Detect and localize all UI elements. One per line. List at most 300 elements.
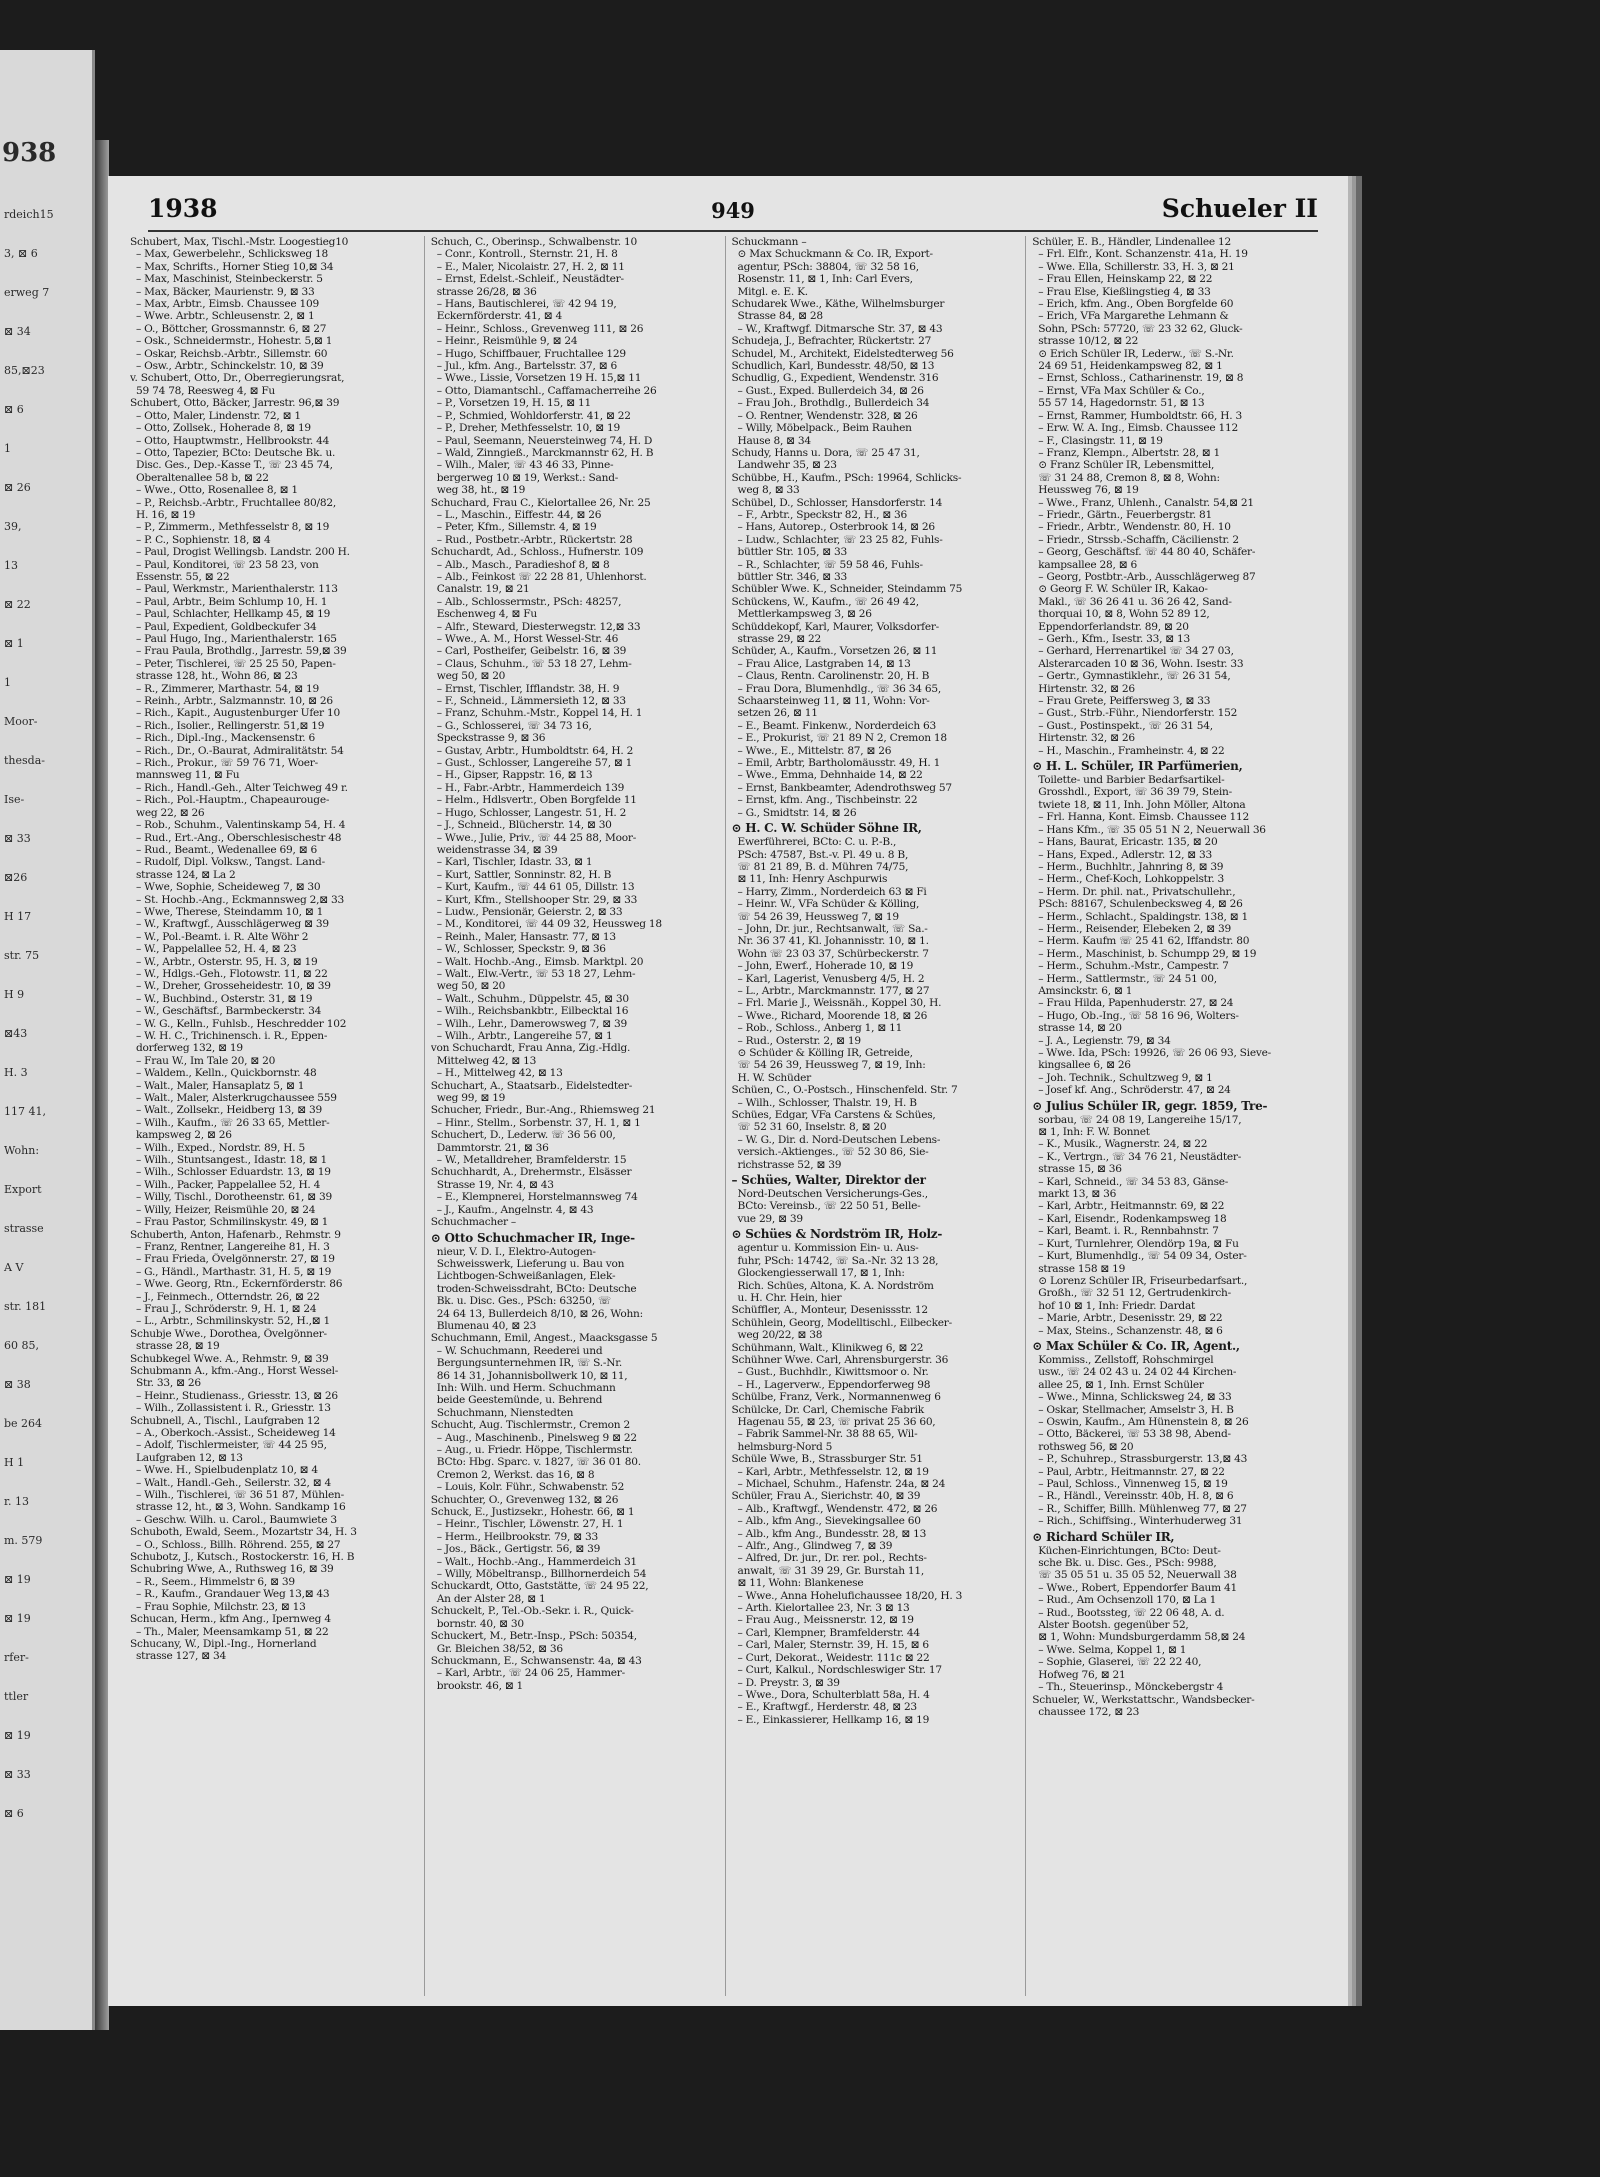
directory-entry: – Willy, Heizer, Reismühle 20, ⊠ 24 [136, 1203, 316, 1216]
directory-entry: ⊙ Erich Schüler IR, Lederw., ☏ S.-Nr. [1038, 347, 1234, 360]
directory-entry: ⊙ Max Schuckmann & Co. IR, Export- [737, 248, 933, 261]
directory-entry: – Ernst, Rammer, Humboldtstr. 66, H. 3 [1038, 409, 1242, 422]
directory-entry: – Rich., Handl.-Geh., Alter Teichweg 49 r. [136, 781, 348, 794]
directory-entry: – W. G., Dir. d. Nord-Deutschen Lebens- [737, 1133, 941, 1146]
directory-entry: – Wilh., Arbtr., Langereihe 57, ⊠ 1 [436, 1030, 613, 1042]
directory-entry: BCto: Hbg. Sparc. v. 1827, ☏ 36 01 80. [436, 1456, 641, 1469]
directory-entry: – Herm., Maschinist, b. Schumpp 29, ⊠ 19 [1038, 947, 1257, 960]
directory-entry: versich.-Aktienges., ☏ 52 30 86, Sie- [737, 1146, 929, 1159]
directory-entry: – Jos., Bäck., Gertigstr. 56, ⊠ 39 [436, 1543, 601, 1556]
directory-entry: – Harry, Zimm., Norderdeich 63 ⊠ Fi [737, 885, 927, 898]
directory-entry: – Schües, Walter, Direktor der [731, 1173, 926, 1188]
directory-entry: – Rich., Pol.-Hauptm., Chapeaurouge- [136, 794, 330, 807]
directory-entry: – Alb., kfm Ang., Sievekingsallee 60 [737, 1515, 921, 1528]
directory-entry: Str. 33, ⊠ 26 [136, 1377, 201, 1390]
directory-entry: strasse 127, ⊠ 34 [136, 1650, 227, 1663]
directory-entry: allee 25, ⊠ 1, Inh. Ernst Schüler [1038, 1378, 1204, 1391]
directory-entry: Schüen, C., O.-Postsch., Hinschenfeld. Str. 7 [731, 1084, 958, 1097]
directory-entry: dorferweg 132, ⊠ 19 [136, 1042, 243, 1055]
directory-entry: – Frau Sophie, Milchstr. 23, ⊠ 13 [136, 1600, 306, 1613]
directory-entry: Laufgraben 12, ⊠ 13 [136, 1451, 243, 1464]
directory-entry: – R., Händl., Vereinsstr. 40b, H. 8, ⊠ 6 [1038, 1490, 1234, 1503]
directory-entry: weg 99, ⊠ 19 [436, 1092, 506, 1105]
directory-entry: – Ernst, Tischler, Ifflandstr. 38, H. 9 [436, 682, 620, 695]
directory-entry: Schüddekopf, Karl, Maurer, Volksdorfer- [731, 620, 940, 633]
directory-entry: – Carl, Postheifer, Geibelstr. 16, ⊠ 39 [436, 645, 627, 658]
directory-entry: – A., Oberkoch.-Assist., Scheideweg 14 [136, 1427, 336, 1439]
directory-entry: Schühner Wwe. Carl, Ahrensburgerstr. 36 [731, 1353, 949, 1366]
directory-entry: Inh: Wilh. und Herm. Schuchmann [436, 1381, 616, 1394]
directory-entry: – W. G., Kelln., Fuhlsb., Heschredder 102 [136, 1017, 347, 1030]
directory-entry: strasse 12, ht., ⊠ 3, Wohn. Sandkamp 16 [136, 1501, 346, 1514]
directory-entry: – Alb., Kraftwgf., Wendenstr. 472, ⊠ 26 [737, 1502, 938, 1515]
directory-entry: PSch: 47587, Bst.-v. Pl. 49 u. 8 B, [737, 848, 909, 861]
directory-entry: – Th., Steuerinsp., Mönckebergstr 4 [1038, 1681, 1224, 1694]
directory-entry: – Rich., Isolier., Rellingerstr. 51,⊠ 19 [136, 719, 325, 732]
directory-entry: weg 20/22, ⊠ 38 [737, 1329, 823, 1342]
directory-entry: Heussweg 76, ⊠ 19 [1038, 484, 1139, 497]
directory-entry: – Wwe. Selma, Koppel 1, ⊠ 1 [1038, 1643, 1187, 1656]
directory-entry: – Gerhard, Herrenartikel ☏ 34 27 03, [1038, 645, 1234, 658]
directory-entry: – Rich., Schiffsing., Winterhuderweg 31 [1038, 1515, 1243, 1528]
directory-entry: – Karl, Lagerist, Venusberg 4/5, H. 2 [737, 972, 925, 985]
directory-entry: Schuboth, Ewald, Seem., Mozartstr 34, H. 3 [130, 1526, 357, 1539]
directory-entry: – Rud., Osterstr. 2, ⊠ 19 [737, 1034, 861, 1047]
directory-entry: – Hans Kfm., ☏ 35 05 51 N 2, Neuerwall 36 [1038, 823, 1266, 836]
directory-entry: – Peter, Kfm., Sillemstr. 4, ⊠ 19 [436, 521, 597, 534]
directory-entry: – Wilh., Maler, ☏ 43 46 33, Pinne- [436, 459, 614, 472]
directory-entry: – Max, Steins., Schanzenstr. 48, ⊠ 6 [1038, 1324, 1223, 1337]
directory-entry: – Gust., Buchhdlr., Kiwittsmoor o. Nr. [737, 1366, 929, 1379]
directory-entry: ⊠ 11, Inh: Henry Aschpurwis [737, 873, 888, 886]
directory-entry: – Kurt, Turnlehrer, Olendörp 19a, ⊠ Fu [1038, 1237, 1239, 1250]
directory-entry: – E., Kraftwgf., Herderstr. 48, ⊠ 23 [737, 1701, 917, 1714]
previous-page-fragment: A V [4, 1261, 24, 1274]
directory-entry: – Wwe., Franz, Uhlenh., Canalstr. 54,⊠ 21 [1038, 496, 1254, 509]
previous-page-fragment: ⊠ 26 [4, 481, 31, 494]
directory-entry: brookstr. 46, ⊠ 1 [436, 1679, 524, 1692]
directory-entry: – Frau Aug., Meissnerstr. 12, ⊠ 19 [737, 1614, 914, 1627]
directory-entry: ⊠ 1, Inh: F. W. Bonnet [1038, 1126, 1150, 1139]
directory-entry: – R., Kaufm., Grandauer Weg 13,⊠ 43 [136, 1588, 330, 1601]
directory-entry: agentur, PSch: 38804, ☏ 32 58 16, [737, 260, 919, 273]
directory-entry: – W., Schlosser, Speckstr. 9, ⊠ 36 [436, 943, 606, 956]
previous-page-edge [0, 50, 95, 2030]
directory-entry: – Hans, Baurat, Ericastr. 135, ⊠ 20 [1038, 836, 1218, 849]
previous-page-fragment: str. 75 [4, 949, 40, 962]
directory-entry: – Helm., Hdlsvertr., Oben Borgfelde 11 [436, 794, 637, 807]
directory-entry: Nr. 36 37 41, Kl. Johannisstr. 10, ⊠ 1. [737, 935, 929, 948]
directory-entry: Essenstr. 55, ⊠ 22 [136, 570, 230, 583]
directory-entry: – L., Maschin., Eiffestr. 44, ⊠ 26 [436, 508, 602, 521]
directory-entry: – Max, Arbtr., Eimsb. Chaussee 109 [136, 298, 319, 311]
directory-entry: – Frau Else, Kießlingstieg 4, ⊠ 33 [1038, 285, 1211, 298]
directory-entry: – R., Schlachter, ☏ 59 58 46, Fuhls- [737, 558, 923, 571]
directory-entry: – Frl. Elfr., Kont. Schanzenstr. 41a, H. 19 [1038, 248, 1248, 261]
directory-entry: – H., Lagerverw., Eppendorferweg 98 [737, 1378, 931, 1391]
directory-entry: – Wwe., Minna, Schlicksweg 24, ⊠ 33 [1038, 1391, 1232, 1404]
directory-entry: weg 50, ⊠ 20 [436, 670, 506, 683]
directory-entry: – P., Zimmerm., Methfesselstr 8, ⊠ 19 [136, 521, 330, 534]
directory-entry: 24 69 51, Heidenkampsweg 82, ⊠ 1 [1038, 360, 1223, 373]
directory-entry: – Paul, Schloss., Vinnenweg 15, ⊠ 19 [1038, 1478, 1228, 1490]
directory-entry: – Frau W., Im Tale 20, ⊠ 20 [136, 1054, 276, 1067]
directory-entry: – Walt., Maler, Alsterkrugchaussee 559 [136, 1092, 337, 1105]
directory-entry: Schuchmann, Emil, Angest., Maacksgasse 5 [430, 1332, 658, 1345]
directory-entry: – Karl, Schneid., ☏ 34 53 83, Gänse- [1038, 1175, 1229, 1188]
directory-entry: – Georg, Postbtr.-Arb., Ausschlägerweg 87 [1038, 570, 1256, 583]
directory-entry: – Hans, Autorep., Osterbrook 14, ⊠ 26 [737, 521, 935, 534]
directory-entry: – Peter, Tischlerei, ☏ 25 25 50, Papen- [136, 657, 336, 670]
directory-entry: – M., Konditorei, ☏ 44 09 32, Heussweg 18 [436, 918, 662, 931]
directory-entry: thorquai 10, ⊠ 8, Wohn 52 89 12, [1038, 608, 1210, 621]
previous-page-fragment: ⊠ 34 [4, 325, 31, 338]
directory-entry: – W., Metalldreher, Bramfelderstr. 15 [436, 1154, 627, 1167]
directory-entry: – Josef kf. Ang., Schröderstr. 47, ⊠ 24 [1038, 1084, 1231, 1097]
directory-entry: Schuchert, D., Lederw. ☏ 36 56 00, [430, 1129, 616, 1142]
previous-page-fragment: H 17 [4, 910, 32, 923]
directory-entry: ⊙ Max Schüler & Co. IR, Agent., [1032, 1338, 1240, 1353]
directory-entry: anwalt, ☏ 31 39 29, Gr. Burstah 11, [737, 1564, 924, 1577]
directory-entry: – Otto, Tapezier, BCto: Deutsche Bk. u. [136, 446, 336, 459]
directory-entry: – Geschw. Wilh. u. Carol., Baumwiete 3 [136, 1513, 337, 1526]
directory-entry: Strasse 84, ⊠ 28 [737, 310, 823, 323]
directory-entry: Toilette- und Barbier Bedarfsartikel- [1038, 774, 1225, 787]
directory-entry: – W., Pappelallee 52, H. 4, ⊠ 23 [136, 943, 297, 956]
directory-entry: – Wwe., Richard, Moorende 18, ⊠ 26 [737, 1009, 928, 1022]
directory-entry: Schübbe, H., Kaufm., PSch: 19964, Schlicks- [731, 471, 962, 484]
directory-entry: Schuchardt, Ad., Schloss., Hufnerstr. 109 [430, 546, 644, 559]
directory-entry: – W., Arbtr., Osterstr. 95, H. 3, ⊠ 19 [136, 955, 318, 968]
directory-entry: – Arth. Kielortallee 23, Nr. 3 ⊠ 13 [737, 1602, 910, 1615]
directory-entry: – Max, Schrifts., Horner Stieg 10,⊠ 34 [136, 260, 334, 273]
directory-entry: Strasse 19, Nr. 4, ⊠ 43 [436, 1178, 554, 1191]
directory-entry: ⊠ 11, Wohn: Blankenese [737, 1577, 864, 1590]
directory-entry: – Kurt, Kaufm., ☏ 44 61 05, Dillstr. 13 [436, 881, 635, 894]
directory-entry: chaussee 172, ⊠ 23 [1038, 1705, 1140, 1718]
directory-entry: – R., Schiffer, Billh. Mühlenweg 77, ⊠ 27 [1038, 1502, 1247, 1515]
directory-entry: Wohn ☏ 23 03 37, Schürbeckerstr. 7 [737, 947, 929, 960]
directory-entry: – Franz, Klempn., Albertstr. 28, ⊠ 1 [1038, 446, 1221, 459]
directory-entry: 24 64 13, Bullerdeich 8/10, ⊠ 26, Wohn: [436, 1307, 643, 1320]
directory-entry: – Curt, Dekorat., Weidestr. 111c ⊠ 22 [737, 1651, 930, 1664]
previous-page-fragment: Ise- [4, 793, 25, 806]
directory-entry: – H., Mittelweg 42, ⊠ 13 [436, 1067, 563, 1080]
directory-entry: – Joh. Technik., Schultzweg 9, ⊠ 1 [1038, 1071, 1213, 1084]
directory-entry: Lichtbogen-Schweißanlagen, Elek- [436, 1270, 616, 1283]
directory-entry: sorbau, ☏ 24 08 19, Langereihe 15/17, [1038, 1113, 1242, 1126]
directory-entry: Schuchmacher – [430, 1216, 516, 1229]
directory-entry: Mettlerkampsweg 3, ⊠ 26 [737, 608, 872, 621]
directory-entry: – Gust., Schlosser, Langereihe 57, ⊠ 1 [436, 757, 633, 770]
directory-entry: – Gust., Postinspekt., ☏ 26 31 54, [1038, 719, 1213, 732]
directory-entry: – Alb., Masch., Paradieshof 8, ⊠ 8 [436, 558, 610, 571]
directory-entry: – Herm., Sattlermstr., ☏ 24 51 00, [1038, 972, 1217, 985]
directory-entry: – W., Kraftwgf. Ditmarsche Str. 37, ⊠ 43 [737, 322, 943, 335]
directory-entry: – Paul, Arbtr., Heitmannstr. 27, ⊠ 22 [1038, 1465, 1225, 1478]
directory-entry: Alster Bootsh. gegenüber 52, [1038, 1619, 1189, 1632]
directory-entry: – Frau Dora, Blumenhdlg., ☏ 36 34 65, [737, 682, 941, 695]
directory-entry: Dammtorstr. 21, ⊠ 36 [436, 1141, 549, 1154]
directory-entry: Schucher, Friedr., Bur.-Ang., Rhiemsweg 21 [430, 1104, 656, 1117]
directory-entry: – Ludw., Schlachter, ☏ 23 25 82, Fuhls- [737, 533, 943, 546]
directory-entry: Schuckmann – [731, 236, 807, 248]
directory-entry: – P., Vorsetzen 19, H. 15, ⊠ 11 [436, 397, 591, 410]
directory-entry: Schuckmann, E., Schwansenstr. 4a, ⊠ 43 [430, 1654, 642, 1667]
directory-entry: – Paul, Drogist Wellingsb. Landstr. 200 H. [136, 546, 350, 559]
directory-entry: strasse 124, ⊠ La 2 [136, 868, 236, 881]
directory-entry: strasse 28, ⊠ 19 [136, 1340, 220, 1353]
previous-page-fragment: 1 [4, 442, 11, 455]
directory-entry: ⊙ Otto Schuchmacher IR, Inge- [430, 1230, 635, 1245]
directory-entry: v. Schubert, Otto, Dr., Oberregierungsrat, [130, 372, 345, 385]
directory-entry: Schühmann, Walt., Klinikweg 6, ⊠ 22 [731, 1341, 924, 1354]
directory-entry: Schübler Wwe. K., Schneider, Steindamm 75 [731, 583, 963, 596]
directory-entry: – Wwe., Lissie, Vorsetzen 19 H. 15,⊠ 11 [436, 372, 642, 385]
directory-entry: – O. Rentner, Wendenstr. 328, ⊠ 26 [737, 409, 918, 422]
directory-entry: ⊙ Schües & Nordström IR, Holz- [731, 1227, 943, 1242]
directory-entry: – Aug., u. Friedr. Höppe, Tischlermstr. [436, 1444, 633, 1456]
directory-entry: nieur, V. D. I., Elektro-Autogen- [436, 1245, 596, 1258]
directory-entry: – O., Böttcher, Grossmannstr. 6, ⊠ 27 [136, 322, 327, 335]
directory-entry: Schubring Wwe, A., Ruthsweg 16, ⊠ 39 [130, 1563, 334, 1576]
directory-entry: – Rud., Beamt., Wedenallee 69, ⊠ 6 [136, 843, 317, 856]
previous-page-fragment: m. 579 [4, 1534, 43, 1547]
directory-entry: strasse 29, ⊠ 22 [737, 633, 822, 645]
directory-entry: ⊙ Georg F. W. Schüler IR, Kakao- [1038, 583, 1208, 596]
directory-entry: – Walt., Zollsekr., Heidberg 13, ⊠ 39 [136, 1104, 322, 1117]
directory-entry: – Wilh., Schlosser, Thalstr. 19, H. B [737, 1096, 917, 1109]
directory-entry: – Wilh., Schlosser Eduardstr. 13, ⊠ 19 [136, 1166, 331, 1179]
directory-entry: – Kurt, Sattler, Sonninstr. 82, H. B [436, 868, 612, 881]
directory-entry: Schuchmann, Nienstedten [436, 1406, 574, 1419]
directory-entry: – Frau Frieda, Övelgönnerstr. 27, ⊠ 19 [136, 1253, 335, 1266]
directory-entry: – Herm., Chef-Koch, Lohkoppelstr. 3 [1038, 873, 1225, 886]
directory-entry: büttler Str. 105, ⊠ 33 [737, 546, 848, 559]
directory-entry: – Erich, VFa Margarethe Lehmann & [1038, 310, 1229, 323]
directory-entry: – St. Hochb.-Ang., Eckmannsweg 2,⊠ 33 [136, 893, 344, 906]
directory-entry: – W. H. C., Trichinensch. i. R., Eppen- [136, 1030, 328, 1042]
directory-entry: – Wilh., Reichsbankbtr., Eilbecktal 16 [436, 1005, 629, 1018]
page-number: 949 [711, 198, 755, 223]
directory-entry: – Karl, Arbtr., Heitmannstr. 69, ⊠ 22 [1038, 1200, 1225, 1213]
directory-entry: – H., Maschin., Framheinstr. 4, ⊠ 22 [1038, 744, 1225, 757]
directory-entry: – Wwe., Robert, Eppendorfer Baum 41 [1038, 1581, 1238, 1594]
directory-entry: – Ernst, Bankbeamter, Adendrothsweg 57 [737, 781, 952, 794]
directory-entry: – Wilh., Lehr., Damerowsweg 7, ⊠ 39 [436, 1017, 627, 1030]
directory-entry: – W. Schuchmann, Reederei und [436, 1344, 603, 1357]
previous-page-fragment: 60 85, [4, 1339, 39, 1352]
directory-entry: Schües, Edgar, VFa Carstens & Schües, [731, 1109, 936, 1122]
directory-entry: – W., Kraftwgf., Ausschlägerweg ⊠ 39 [136, 918, 329, 931]
directory-entry: Gr. Bleichen 38/52, ⊠ 36 [436, 1642, 563, 1655]
directory-entry: Schuch, C., Oberinsp., Schwalbenstr. 10 [430, 236, 637, 248]
directory-entry: Hagenau 55, ⊠ 23, ☏ privat 25 36 60, [737, 1415, 936, 1428]
directory-entry: – Herm. Dr. phil. nat., Privatschullehr., [1038, 885, 1236, 898]
directory-entry: – Alfred, Dr. jur., Dr. rer. pol., Rechts- [737, 1552, 927, 1565]
directory-entry: – Carl, Klempner, Bramfelderstr. 44 [737, 1626, 920, 1639]
directory-entry: 55 57 14, Hagedornstr. 51, ⊠ 13 [1038, 397, 1205, 410]
directory-entry: Schülcke, Dr. Carl, Chemische Fabrik [731, 1403, 924, 1416]
directory-entry: agentur u. Kommission Ein- u. Aus- [737, 1242, 919, 1255]
directory-entry: H. W. Schüder [737, 1071, 811, 1084]
directory-entry: – Herm., Schuhm.-Mstr., Campestr. 7 [1038, 960, 1229, 973]
directory-entry: ☏ 54 26 39, Heussweg 7, ⊠ 19, Inh: [737, 1059, 926, 1072]
directory-entry: – Friedr., Arbtr., Wendenstr. 80, H. 10 [1038, 521, 1231, 534]
directory-entry: – Wald, Zinngieß., Marckmannstr 62, H. B [436, 446, 654, 459]
directory-entry: Ewerführerei, BCto: C. u. P.-B., [737, 836, 897, 849]
directory-entry: kingsallee 6, ⊠ 26 [1038, 1059, 1131, 1072]
directory-entry: – Herm., Reisender, Elebeken 2, ⊠ 39 [1038, 922, 1232, 935]
directory-entry: Schubotz, J., Kutsch., Rostockerstr. 16, H. B [130, 1551, 355, 1564]
directory-entry: Schweisswerk, Lieferung u. Bau von [436, 1257, 625, 1270]
directory-entry: – Wwe., Julie, Priv., ☏ 44 25 88, Moor- [436, 831, 637, 844]
directory-entry: Schüle Wwe, B., Strassburger Str. 51 [731, 1453, 923, 1466]
directory-entry: – E., Prokurist, ☏ 21 89 N 2, Cremon 18 [737, 732, 947, 745]
directory-entry: – Walt., Elw.-Vertr., ☏ 53 18 27, Lehm- [436, 967, 636, 980]
directory-entry: – Gust., Strb.-Führ., Niendorferstr. 152 [1038, 707, 1238, 720]
directory-entry: fuhr, PSch: 14742, ☏ Sa.-Nr. 32 13 28, [737, 1254, 939, 1267]
directory-entry: – Friedr., Strssb.-Schaffn, Cäcilienstr. 2 [1038, 533, 1239, 546]
directory-entry: – Walt., Maler, Hansaplatz 5, ⊠ 1 [136, 1079, 305, 1092]
directory-entry: kampsallee 28, ⊠ 6 [1038, 558, 1137, 571]
directory-entry: – Herm. Kaufm ☏ 25 41 62, Iffandstr. 80 [1038, 935, 1250, 948]
directory-entry: – W., Hdlgs.-Geh., Flotowstr. 11, ⊠ 22 [136, 967, 328, 980]
directory-entry: ☏ 31 24 88, Cremon 8, ⊠ 8, Wohn: [1038, 471, 1220, 484]
directory-entry: – John, Ewerf., Hoherade 10, ⊠ 19 [737, 960, 914, 973]
previous-page-fragment: 1 [4, 676, 11, 689]
directory-entry: Hirtenstr. 32, ⊠ 26 [1038, 682, 1135, 695]
directory-entry: – Karl, Arbtr., ☏ 24 06 25, Hammer- [436, 1667, 625, 1680]
directory-entry: – Franz, Schuhm.-Mstr., Koppel 14, H. 1 [436, 707, 643, 720]
directory-entry: Nord-Deutschen Versicherungs-Ges., [737, 1188, 928, 1201]
directory-entry: – P., Schuhrep., Strassburgerstr. 13,⊠ 43 [1038, 1453, 1248, 1466]
directory-entry: – Jul., kfm. Ang., Bartelsstr. 37, ⊠ 6 [436, 360, 617, 373]
directory-entry: – Otto, Diamantschl., Caffamacherreihe 26 [436, 384, 657, 397]
previous-page-fragment: Moor- [4, 715, 38, 728]
directory-entry: – Karl, Tischler, Idastr. 33, ⊠ 1 [436, 856, 593, 869]
directory-entry: Eppendorferlandstr. 89, ⊠ 20 [1038, 620, 1189, 633]
directory-entry: Schuckardt, Otto, Gaststätte, ☏ 24 95 22, [430, 1580, 649, 1593]
directory-entry: – W., Geschäftsf., Barmbeckerstr. 34 [136, 1005, 322, 1018]
directory-entry: – Paul, Arbtr., Beim Schlump 10, H. 1 [136, 595, 328, 608]
directory-entry: – Herm., Schlacht., Spaldingstr. 138, ⊠ 1 [1038, 910, 1249, 923]
directory-entry: Schüler, E. B., Händler, Lindenallee 12 [1032, 236, 1232, 248]
directory-entry: – Frau Hilda, Papenhuderstr. 27, ⊠ 24 [1038, 997, 1234, 1010]
directory-entry: Küchen-Einrichtungen, BCto: Deut- [1038, 1544, 1221, 1557]
directory-entry: – Hans, Bautischlerei, ☏ 42 94 19, [436, 298, 617, 311]
directory-entry: strasse 14, ⊠ 20 [1038, 1022, 1122, 1035]
directory-entry: ⊙ Richard Schüler IR, [1032, 1529, 1175, 1544]
previous-page-fragment: 3, ⊠ 6 [4, 247, 38, 260]
previous-page-fragment: ⊠ 33 [4, 1768, 31, 1781]
directory-entry: Hirtenstr. 32, ⊠ 26 [1038, 732, 1135, 745]
directory-entry: – Oskar, Reichsb.-Arbtr., Sillemstr. 60 [136, 347, 328, 360]
directory-entry: – W., Dreher, Grosseheidestr. 10, ⊠ 39 [136, 980, 331, 993]
directory-entry: – Friedr., Gärtn., Feuerbergstr. 81 [1038, 508, 1212, 521]
directory-entry: – Ludw., Pensionär, Geierstr. 2, ⊠ 33 [436, 905, 623, 918]
directory-entry: weg 22, ⊠ 26 [136, 806, 205, 819]
directory-entry: Glockengiesserwall 17, ⊠ 1, Inh: [737, 1267, 905, 1280]
directory-entry: sche Bk. u. Disc. Ges., PSch: 9988, [1038, 1557, 1217, 1570]
directory-entry: – W., Buchbind., Osterstr. 31, ⊠ 19 [136, 992, 313, 1005]
directory-entry: vue 29, ⊠ 39 [737, 1212, 803, 1225]
directory-entry: Schübel, D., Schlosser, Hansdorferstr. 14 [731, 496, 943, 509]
directory-entry: Blumenau 40, ⊠ 23 [436, 1319, 537, 1332]
directory-entry: – Hugo, Schlosser, Langestr. 51, H. 2 [436, 806, 627, 819]
directory-entry: ⊙ H. L. Schüler, IR Parfümerien, [1032, 759, 1243, 774]
directory-entry: Eckernförderstr. 41, ⊠ 4 [436, 310, 562, 323]
directory-entry: usw., ☏ 24 02 43 u. 24 02 44 Kirchen- [1038, 1366, 1237, 1379]
directory-entry: An der Alster 28, ⊠ 1 [436, 1592, 546, 1605]
directory-entry: – Waldem., Kelln., Quickbornstr. 48 [136, 1067, 317, 1080]
directory-entry: – Carl, Maler, Sternstr. 39, H. 15, ⊠ 6 [737, 1639, 929, 1652]
previous-page-fragment: ⊠43 [4, 1027, 28, 1040]
directory-entry: – K., Musik., Wagnerstr. 24, ⊠ 22 [1038, 1138, 1208, 1151]
directory-entry: Schuckelt, P., Tel.-Ob.-Sekr. i. R., Quick- [430, 1605, 634, 1618]
previous-page-fragment: str. 181 [4, 1300, 47, 1313]
directory-entry: – Willy, Möbeltransp., Billhornerdeich 54 [436, 1568, 647, 1581]
directory-entry: Schüffler, A., Monteur, Desenissstr. 12 [731, 1304, 928, 1317]
directory-entry: – Ernst, VFa Max Schüler & Co., [1038, 384, 1205, 397]
book-spine [95, 140, 109, 2030]
directory-entry: – Marie, Arbtr., Desenisstr. 29, ⊠ 22 [1038, 1312, 1223, 1325]
directory-entry: weg 50, ⊠ 20 [436, 980, 506, 993]
directory-entry: – Curt, Kalkul., Nordschleswiger Str. 17 [737, 1664, 942, 1677]
directory-entry: – Rud., Ert.-Ang., Oberschlesischestr 48 [136, 831, 342, 844]
directory-entry: – Max, Maschinist, Steinbeckerstr. 5 [136, 273, 323, 286]
directory-entry: strasse 10/12, ⊠ 22 [1038, 335, 1139, 348]
directory-entry: richstrasse 52, ⊠ 39 [737, 1158, 842, 1171]
directory-entry: büttler Str. 346, ⊠ 33 [737, 570, 848, 583]
directory-entry: – H., Gipser, Rappstr. 16, ⊠ 13 [436, 769, 593, 782]
directory-entry: – Emil, Arbtr, Bartholomäusstr. 49, H. 1 [737, 757, 941, 770]
directory-entry: troden-Schweissdraht, BCto: Deutsche [436, 1282, 637, 1295]
directory-entry: – Conr., Kontroll., Sternstr. 21, H. 8 [436, 248, 618, 261]
directory-entry: ⊙ Lorenz Schüler IR, Friseurbedarfsart., [1038, 1274, 1248, 1287]
directory-entry: – Heinr., Schloss., Grevenweg 111, ⊠ 26 [436, 322, 644, 335]
directory-entry: – Alfr., Ang., Glindweg 7, ⊠ 39 [737, 1540, 893, 1553]
directory-entry: – Wwe. Ida, PSch: 19926, ☏ 26 06 93, Sieve- [1038, 1047, 1271, 1059]
directory-entry: – Max, Gewerbelehr., Schlicksweg 18 [136, 248, 328, 261]
directory-entry: – John, Dr. jur., Rechtsanwalt, ☏ Sa.- [737, 922, 928, 935]
directory-entry: Disc. Ges., Dep.-Kasse T., ☏ 23 45 74, [136, 459, 333, 472]
directory-entry: – J. A., Legienstr. 79, ⊠ 34 [1038, 1034, 1171, 1047]
directory-entry: – W., Pol.-Beamt. i. R. Alte Wöhr 2 [136, 930, 309, 943]
column-4 [1025, 236, 1326, 1996]
directory-entry: Schückens, W., Kaufm., ☏ 26 49 42, [731, 595, 919, 608]
directory-entry: – F., Schneid., Lämmersieth 12, ⊠ 33 [436, 695, 626, 708]
column-1 [124, 236, 424, 1996]
directory-entry: – H., Fabr.-Arbtr., Hammerdeich 139 [436, 781, 625, 794]
directory-entry: – Alb., Feinkost ☏ 22 28 81, Uhlenhorst. [436, 570, 647, 583]
directory-entry: Schülbe, Franz, Verk., Normannenweg 6 [731, 1391, 941, 1404]
previous-page-fragment: erweg 7 [4, 286, 50, 299]
directory-entry: Hofweg 76, ⊠ 21 [1038, 1668, 1126, 1681]
directory-entry: – Alb., Schlossermstr., PSch: 48257, [436, 595, 622, 608]
directory-entry: Schuchard, Frau C., Kielortallee 26, Nr. 25 [430, 496, 651, 509]
directory-entry: Großh., ☏ 32 51 12, Gertrudenkirch- [1038, 1287, 1231, 1300]
directory-entry: – Gerh., Kfm., Isestr. 33, ⊠ 13 [1038, 633, 1191, 645]
directory-entry: Cremon 2, Werkst. das 16, ⊠ 8 [436, 1468, 595, 1481]
directory-entry: – Max, Bäcker, Maurienstr. 9, ⊠ 33 [136, 285, 315, 298]
directory-entry: Schaarsteinweg 11, ⊠ 11, Wohn: Vor- [737, 695, 930, 708]
directory-entry: – Heinr. W., VFa Schüder & Kölling, [737, 898, 920, 911]
directory-entry: – K., Vertrgn., ☏ 34 76 21, Neustädter- [1038, 1150, 1242, 1163]
directory-entry: – Wwe., E., Mittelstr. 87, ⊠ 26 [737, 744, 892, 757]
column-2 [424, 236, 725, 1996]
page-year: 1938 [148, 194, 218, 223]
